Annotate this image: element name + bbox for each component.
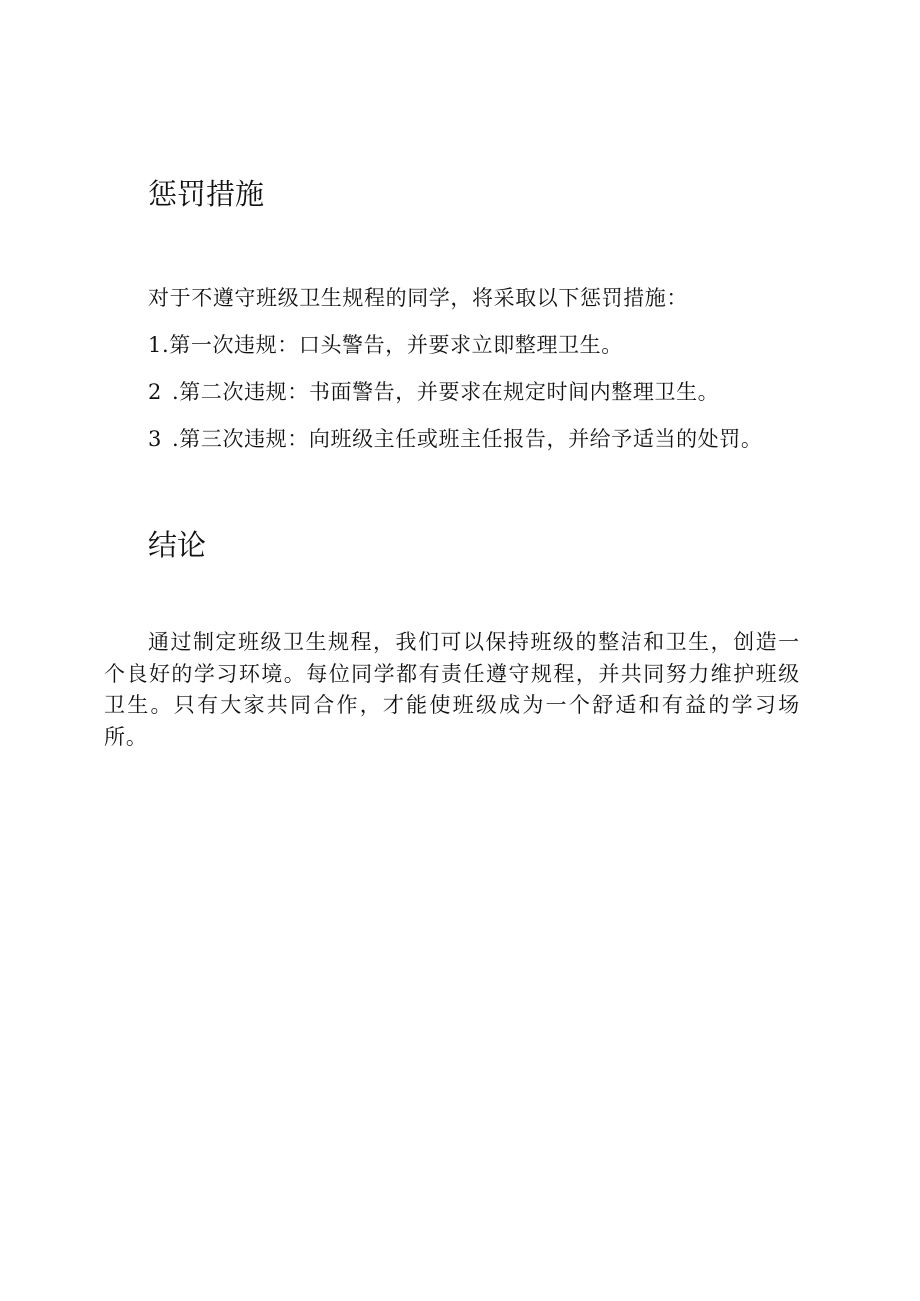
section-heading-conclusion: 结论 (148, 528, 207, 562)
list-item-text: .第三次违规：向班级主任或班主任报告，并给予适当的处罚。 (172, 427, 763, 451)
list-item-number: 2 (148, 380, 162, 404)
penalty-list-item (148, 376, 719, 406)
section-heading-penalties: 惩罚措施 (148, 177, 265, 211)
list-item-text: 第一次违规：口头警告，并要求立即整理卫生。 (169, 333, 623, 357)
list-item-text: .第二次违规：书面警告，并要求在规定时间内整理卫生。 (172, 380, 720, 404)
list-item-number: 3 (148, 427, 162, 451)
penalty-list-item (148, 329, 623, 359)
list-item-number: 1. (148, 333, 170, 357)
penalty-list-item (148, 423, 762, 453)
penalty-intro-text: 对于不遵守班级卫生规程的同学，将采取以下惩罚措施： (148, 286, 688, 310)
conclusion-paragraph: 通过制定班级卫生规程，我们可以保持班级的整洁和卫生，创造一个良好的学习环境。每位同学都有责任遵守规程，并共同努力维护班级卫生。只有大家共同合作，才能使班级成为一个舒适和有益的学习场所。 (104, 630, 800, 749)
